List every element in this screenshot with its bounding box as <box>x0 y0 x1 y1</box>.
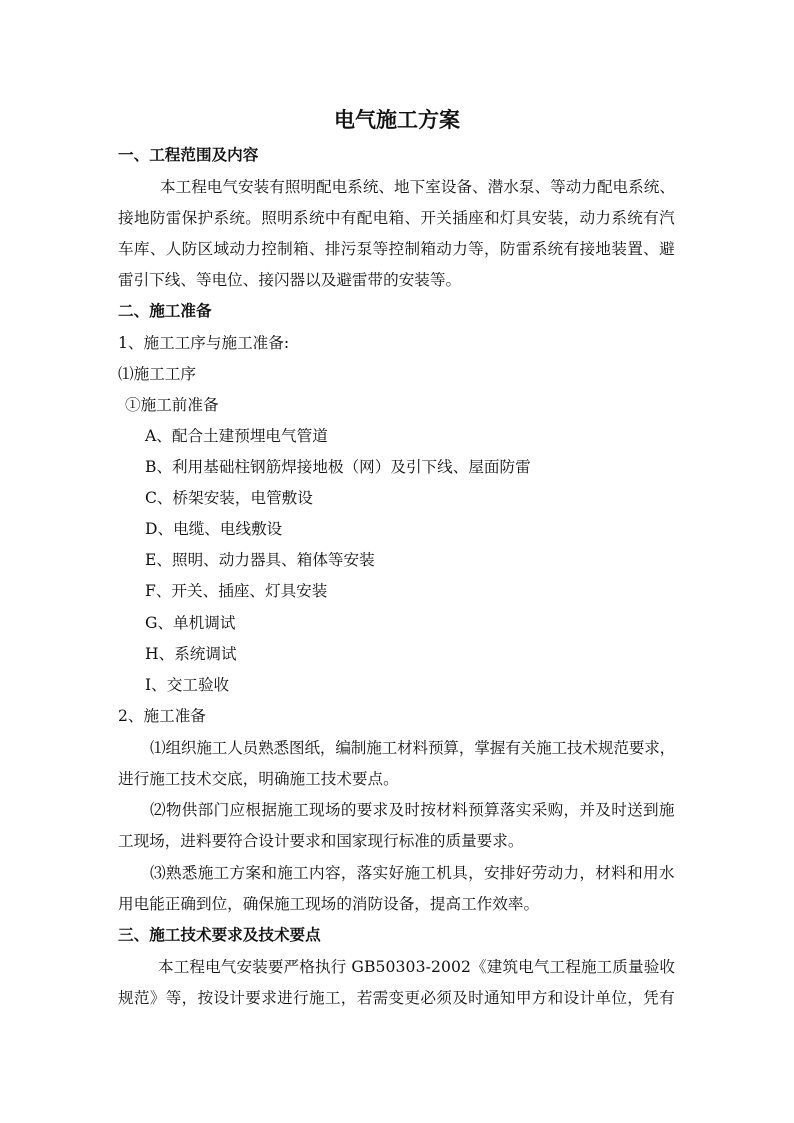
step-item: F、开关、插座、灯具安装 <box>145 582 328 600</box>
section-1-heading: 一、工程范围及内容 <box>118 145 259 164</box>
document-title: 电气施工方案 <box>334 107 460 132</box>
subheading: 2、施工准备 <box>118 707 206 725</box>
paragraph-line: ⑵物供部门应根据施工现场的要求及时按材料预算落实采购，并及时送到施 <box>150 801 675 819</box>
step-item: I、交工验收 <box>145 676 230 694</box>
step-item: C、桥架安装，电管敷设 <box>145 489 313 507</box>
paragraph-line: ⑴组织施工人员熟悉图纸，编制施工材料预算，掌握有关施工技术规范要求， <box>150 739 676 757</box>
step-item: A、配合土建预埋电气管道 <box>145 427 328 445</box>
step-item: D、电缆、电线敷设 <box>145 520 283 538</box>
subheading: 1、施工工序与施工准备: <box>118 334 290 352</box>
paragraph-line: 本工程电气安装有照明配电系统、地下室设备、潜水泵、等动力配电系统、 <box>160 178 675 196</box>
paragraph-line: 雷引下线、等电位、接闪器以及避雷带的安装等。 <box>118 271 462 289</box>
paragraph-line: 用电能正确到位，确保施工现场的消防设备，提高工作效率。 <box>118 895 540 913</box>
paragraph-line: 进行施工技术交底，明确施工技术要点。 <box>118 770 399 788</box>
section-2-heading: 二、施工准备 <box>118 301 212 320</box>
paragraph-line: 车库、人防区域动力控制箱、排污泵等控制箱动力等，防雷系统有接地装置、避 <box>118 240 675 258</box>
step-item: G、单机调试 <box>145 614 236 632</box>
paragraph-line: ⑶熟悉施工方案和施工内容，落实好施工机具，安排好劳动力，材料和用水 <box>150 864 675 882</box>
section-3-heading: 三、施工技术要求及技术要点 <box>118 925 321 944</box>
paragraph-line: 工现场，进料要符合设计要求和国家现行标准的质量要求。 <box>118 832 524 850</box>
paragraph-line: 规范》等，按设计要求进行施工，若需变更必须及时通知甲方和设计单位，凭有 <box>118 989 675 1007</box>
paragraph-line: 本工程电气安装要严格执行 GB50303-2002《建筑电气工程施工质量验收 <box>158 958 676 976</box>
step-item: B、利用基础柱钢筋焊接地极（网）及引下线、屋面防雷 <box>145 458 531 476</box>
step-item: E、照明、动力器具、箱体等安装 <box>145 551 375 569</box>
paragraph-line: 接地防雷保护系统。照明系统中有配电箱、开关插座和灯具安装，动力系统有汽 <box>118 209 675 227</box>
step-item: H、系统调试 <box>145 645 237 663</box>
subheading: ①施工前准备 <box>125 396 219 414</box>
subheading: ⑴施工工序 <box>118 365 196 383</box>
